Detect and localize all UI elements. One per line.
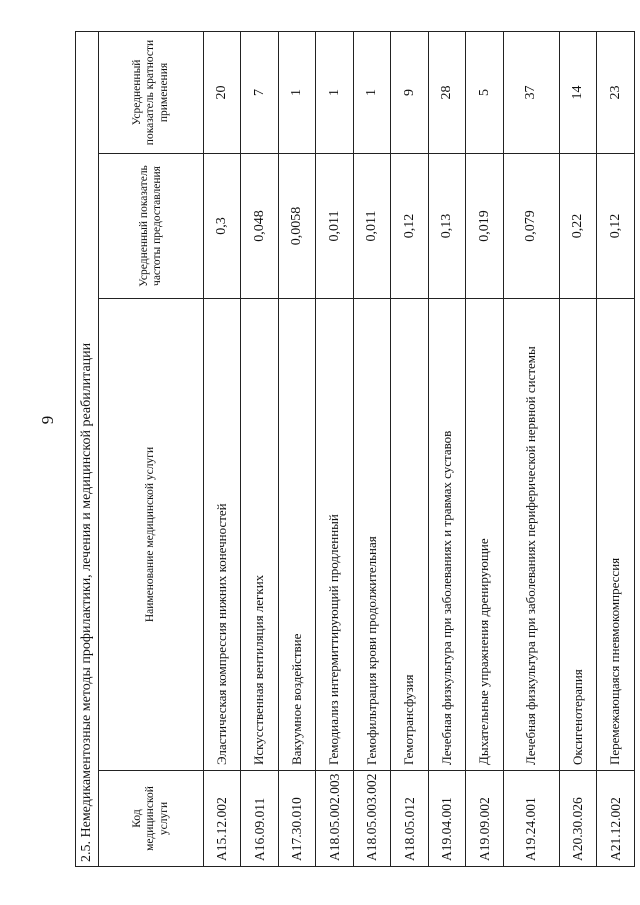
service-code-cell: A17.30.010 [278, 771, 315, 867]
table-row [503, 31, 559, 866]
multiplicity-cell: 14 [559, 31, 596, 153]
multiplicity-cell: 20 [204, 31, 241, 153]
frequency-cell: 0,019 [466, 154, 503, 299]
multiplicity-cell: 5 [466, 31, 503, 153]
service-code-cell: A16.09.011 [241, 771, 278, 867]
table-row [391, 31, 428, 866]
service-code-cell: A20.30.026 [559, 771, 596, 867]
service-name-cell: Гемофильтрация крови продолжительная [353, 299, 390, 771]
service-name-cell: Оксигенотерапия [559, 299, 596, 771]
service-code-cell: A19.24.001 [503, 771, 559, 867]
section-title: 2.5. Немедикаментозные методы профилактики, лечения и медицинской реабилитации [76, 31, 99, 866]
multiplicity-cell: 28 [428, 31, 465, 153]
service-code-cell: A18.05.003.002 [353, 771, 390, 867]
frequency-cell: 0,011 [353, 154, 390, 299]
table-row [353, 31, 390, 866]
frequency-cell: 0,12 [391, 154, 428, 299]
service-code-cell: A18.05.012 [391, 771, 428, 867]
multiplicity-cell: 1 [316, 31, 353, 153]
header-multiplicity: Усредненный показатель кратности применения [99, 31, 204, 153]
table-row [466, 31, 503, 866]
service-name-cell: Перемежающаяся пневмокомпрессия [597, 299, 635, 771]
service-code-cell: A19.04.001 [428, 771, 465, 867]
table-row [204, 31, 241, 866]
frequency-cell: 0,12 [597, 154, 635, 299]
multiplicity-cell: 9 [391, 31, 428, 153]
frequency-cell: 0,0058 [278, 154, 315, 299]
frequency-cell: 0,22 [559, 154, 596, 299]
rotated-page-content [75, 32, 635, 867]
service-name-cell: Лечебная физкультура при заболеваниях и травмах суставов [428, 299, 465, 771]
frequency-cell: 0,13 [428, 154, 465, 299]
page-number: 9 [38, 415, 57, 425]
frequency-cell: 0,011 [316, 154, 353, 299]
table-row [428, 31, 465, 866]
service-code-cell: A15.12.002 [204, 771, 241, 867]
multiplicity-cell: 37 [503, 31, 559, 153]
service-name-cell: Лечебная физкультура при заболеваниях периферической нервной системы [503, 299, 559, 771]
service-code-cell: A19.09.002 [466, 771, 503, 867]
multiplicity-cell: 7 [241, 31, 278, 153]
table-row [597, 31, 635, 866]
service-name-cell: Гемодиализ интермиттирующий продленный [316, 299, 353, 771]
service-code-cell: A18.05.002.003 [316, 771, 353, 867]
service-name-cell: Искусственная вентиляция легких [241, 299, 278, 771]
service-name-cell: Дыхательные упражнения дренирующие [466, 299, 503, 771]
service-code-cell: A21.12.002 [597, 771, 635, 867]
table-row [559, 31, 596, 866]
service-name-cell: Эластическая компрессия нижних конечностей [204, 299, 241, 771]
multiplicity-cell: 1 [278, 31, 315, 153]
table-body [204, 31, 635, 866]
table-row [316, 31, 353, 866]
frequency-cell: 0,048 [241, 154, 278, 299]
frequency-cell: 0,079 [503, 154, 559, 299]
service-name-cell: Вакуумное воздействие [278, 299, 315, 771]
multiplicity-cell: 1 [353, 31, 390, 153]
service-name-cell: Гемотрансфузия [391, 299, 428, 771]
table-row [241, 31, 278, 866]
frequency-cell: 0,3 [204, 154, 241, 299]
table-row [278, 31, 315, 866]
header-code: Код медицинской услуги [99, 771, 204, 867]
multiplicity-cell: 23 [597, 31, 635, 153]
header-frequency: Усредненный показатель частоты предоставления [99, 154, 204, 299]
medical-services-table [75, 31, 635, 867]
header-name: Наименование медицинской услуги [99, 299, 204, 771]
